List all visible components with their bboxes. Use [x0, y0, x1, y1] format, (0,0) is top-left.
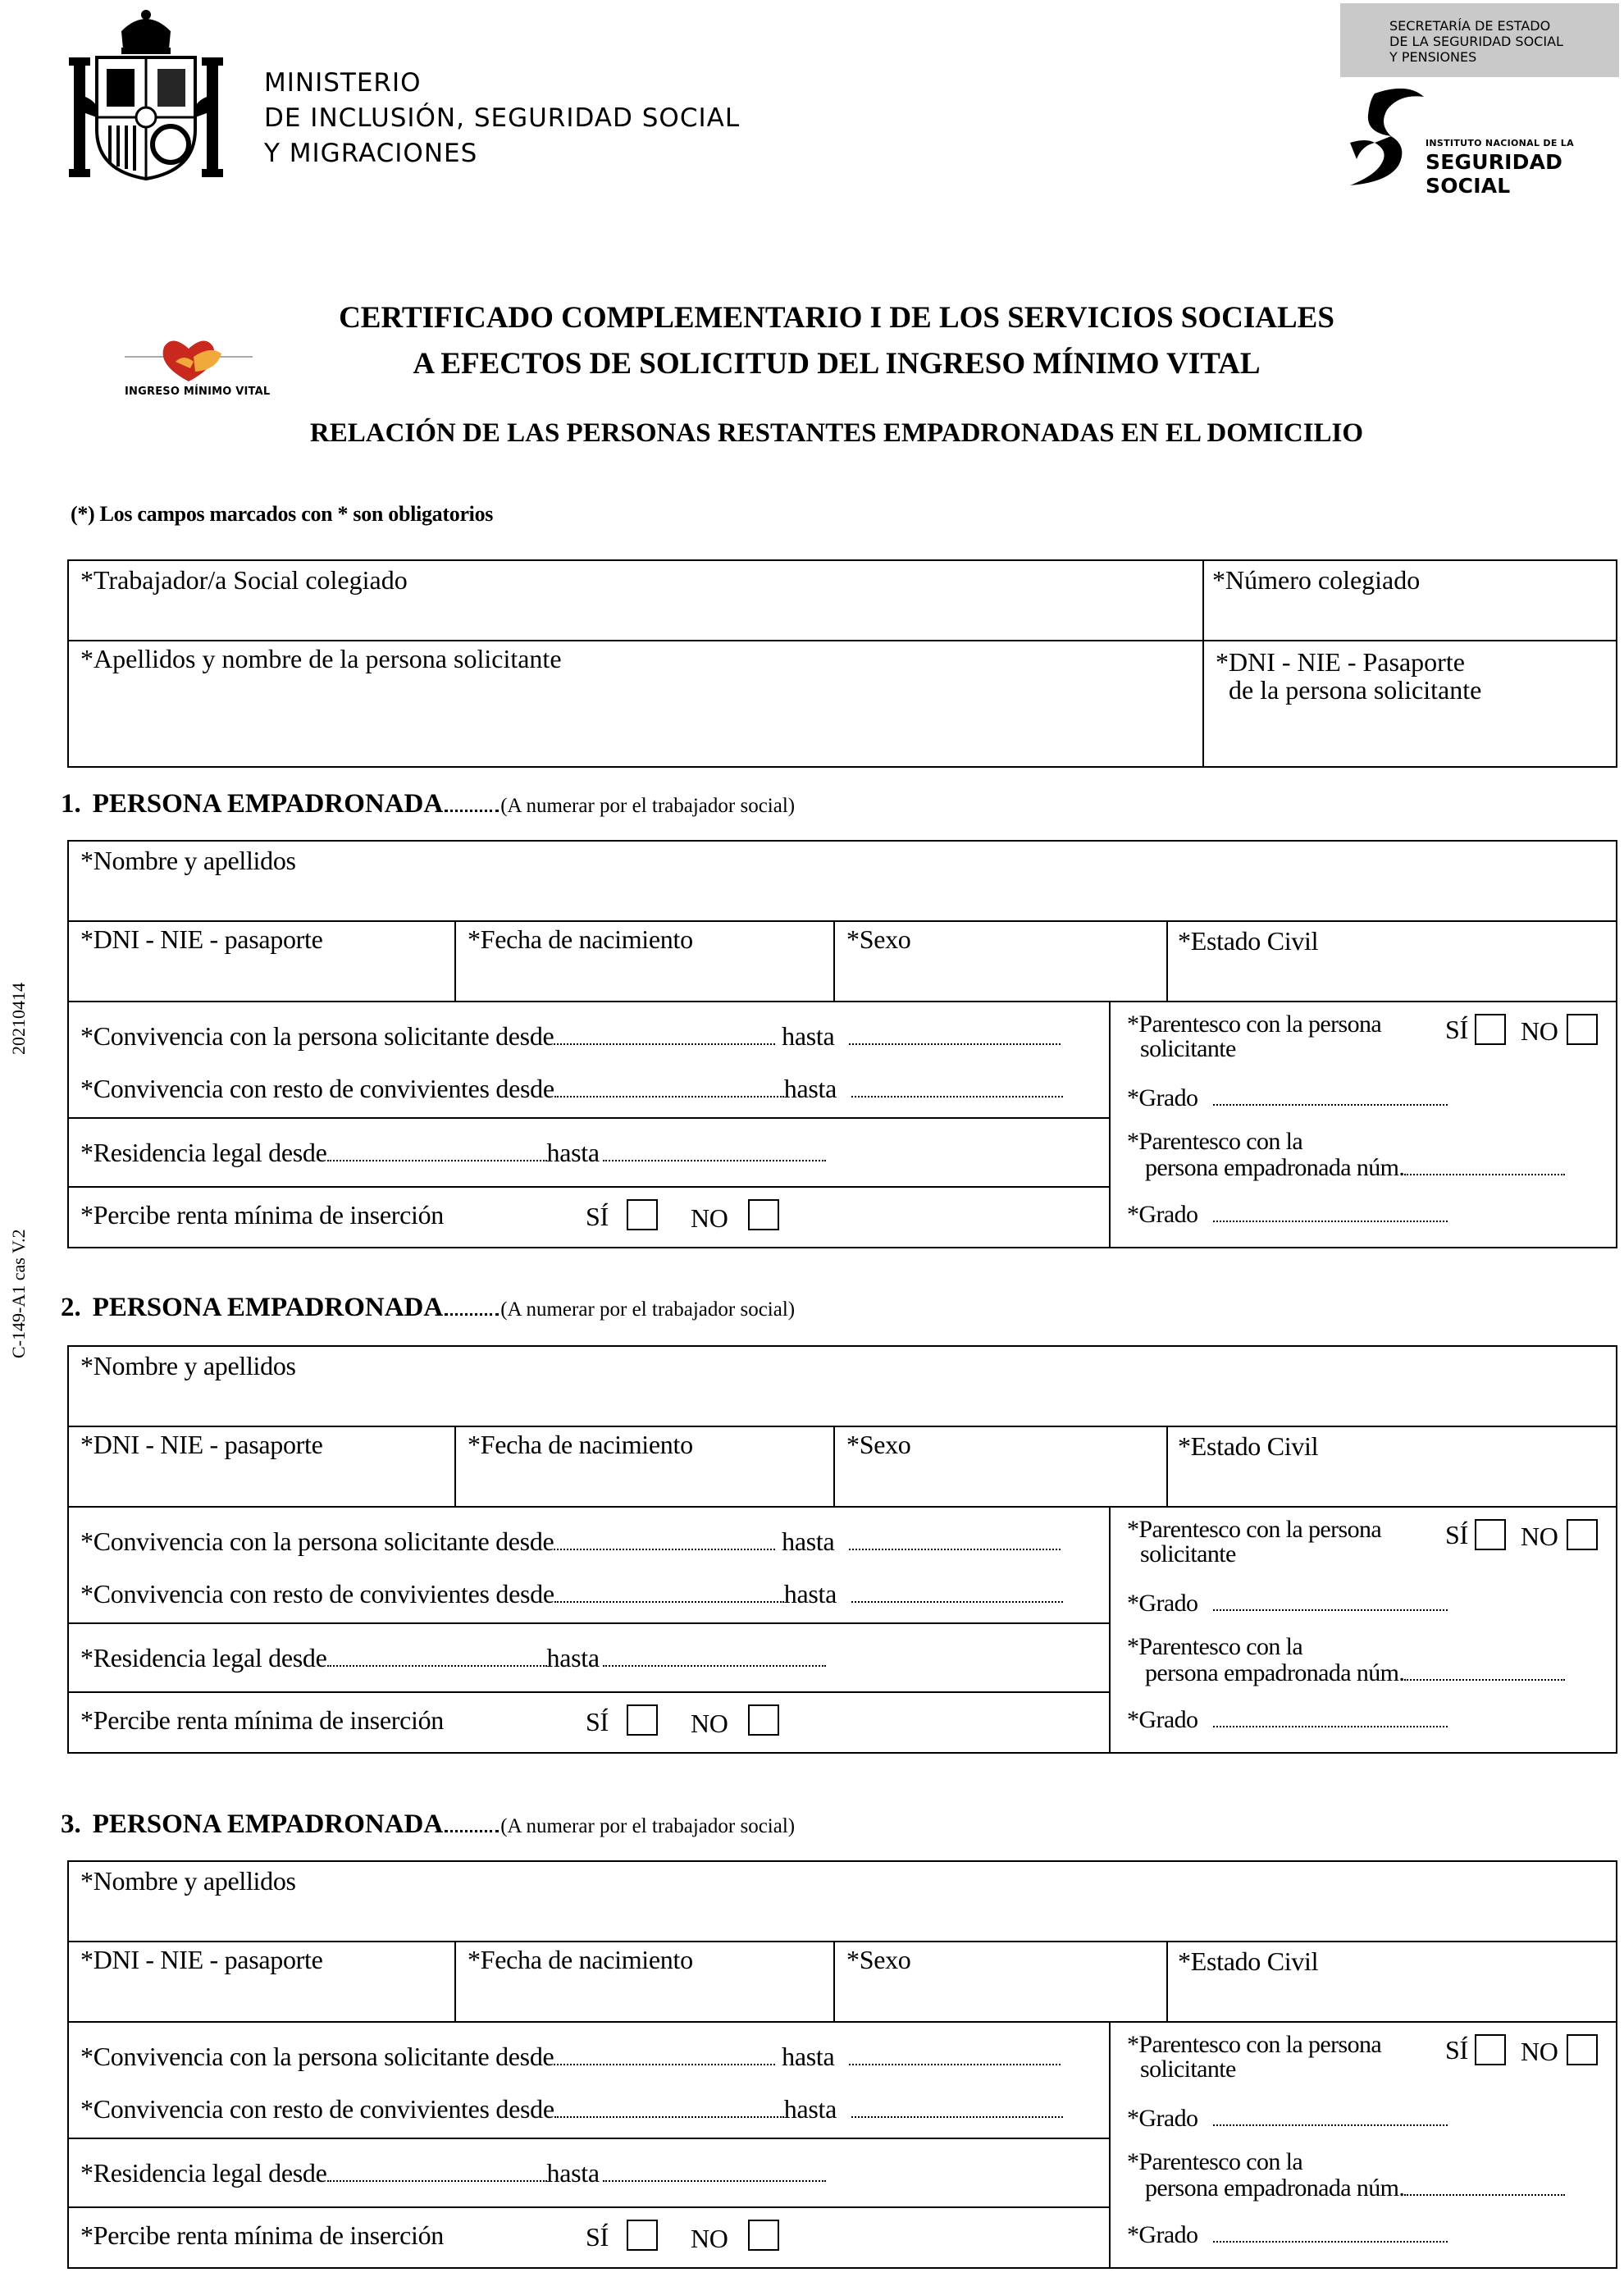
- form-version-code: C-149-A1 cas V.2: [8, 1229, 29, 1358]
- degree-field[interactable]: [1213, 1609, 1448, 1611]
- sex-field[interactable]: *Sexo: [846, 1945, 911, 1974]
- spanish-coat-of-arms-icon: [64, 7, 228, 182]
- income-no-label: NO: [691, 1203, 728, 1233]
- kinship-applicant-line: solicitante: [1140, 1540, 1236, 1567]
- coexist-rest-row: [80, 1580, 1063, 1608]
- section-number: 1.: [61, 789, 81, 819]
- secretariat-line: DE LA SEGURIDAD SOCIAL: [1389, 34, 1563, 49]
- income-yes-label: SÍ: [586, 2222, 609, 2252]
- degree-label: *Grado: [1127, 2221, 1198, 2248]
- section-hint: (A numerar por el trabajador social): [500, 795, 796, 817]
- coexist-rest-until-field[interactable]: [851, 1601, 1063, 1603]
- residence-row: [80, 1138, 826, 1166]
- ministry-line: DE INCLUSIÓN, SEGURIDAD SOCIAL: [264, 103, 741, 133]
- kinship-applicant-line: *Parentesco con la persona: [1127, 1011, 1382, 1038]
- coexist-rest-from-field[interactable]: [554, 1096, 784, 1097]
- required-fields-note: (*) Los campos marcados con * son obligatorios: [71, 502, 494, 526]
- section-heading: [61, 1293, 795, 1323]
- income-no-label: NO: [691, 1709, 728, 1738]
- person-name-field[interactable]: *Nombre y apellidos: [80, 1866, 296, 1896]
- degree-field[interactable]: [1213, 1104, 1448, 1106]
- kinship-applicant-line: *Parentesco con la persona: [1127, 1516, 1382, 1543]
- coexist-rest-label: *Convivencia con resto de convivientes desde: [80, 2094, 554, 2124]
- section-hint: (A numerar por el trabajador social): [500, 1815, 796, 1837]
- income-label: *Percibe renta mínima de inserción: [80, 2220, 444, 2250]
- income-no-checkbox[interactable]: [748, 1704, 779, 1736]
- applicant-id-field[interactable]: [1216, 648, 1481, 704]
- degree-label: *Grado: [1127, 1706, 1198, 1733]
- inss-wordmark: [1426, 138, 1624, 198]
- section-number-field[interactable]: [445, 1313, 499, 1316]
- kinship-applicant-label: [1127, 1012, 1381, 1061]
- inss-small-text: INSTITUTO NACIONAL DE LA: [1426, 138, 1574, 148]
- kinship-person-label: [1127, 1129, 1565, 1181]
- residence-from-field[interactable]: [327, 1665, 547, 1667]
- kinship-person-number-field[interactable]: [1404, 2194, 1565, 2196]
- residence-row: [80, 1644, 826, 1672]
- kinship-applicant-line: *Parentesco con la persona: [1127, 2031, 1382, 2058]
- coexist-applicant-until-field[interactable]: [849, 1549, 1061, 1550]
- coexist-rest-label: *Convivencia con resto de convivientes desde: [80, 1074, 554, 1103]
- degree-label: *Grado: [1127, 2105, 1198, 2132]
- kinship-applicant-label: [1127, 1517, 1381, 1567]
- section-title: PERSONA EMPADRONADA: [92, 1809, 444, 1839]
- applicant-box: [67, 559, 1617, 768]
- degree-field[interactable]: [1213, 2241, 1448, 2243]
- applicant-id-label: *DNI - NIE - Pasaporte: [1216, 647, 1465, 677]
- residence-from-field[interactable]: [327, 1160, 547, 1161]
- civil-status-field[interactable]: *Estado Civil: [1178, 1431, 1319, 1461]
- coexist-applicant-label: *Convivencia con la persona solicitante desde: [80, 1526, 554, 1556]
- until-label: hasta: [783, 2094, 837, 2124]
- income-no-checkbox[interactable]: [748, 1199, 779, 1230]
- kinship-person-text: persona empadronada núm.: [1145, 2174, 1405, 2202]
- coexist-rest-row: [80, 1075, 1063, 1102]
- section-title: PERSONA EMPADRONADA: [92, 1293, 444, 1322]
- degree-row: [1127, 1706, 1448, 1734]
- document-title: [271, 295, 1403, 387]
- degree-row: [1127, 1201, 1448, 1229]
- degree-field[interactable]: [1213, 1221, 1448, 1222]
- residence-label: *Residencia legal desde: [80, 1643, 327, 1672]
- kinship-yes-label: SÍ: [1445, 1520, 1468, 1549]
- coexist-applicant-label: *Convivencia con la persona solicitante desde: [80, 2042, 554, 2071]
- kinship-person-line: [1127, 1155, 1565, 1181]
- degree-label: *Grado: [1127, 1084, 1198, 1111]
- income-no-checkbox[interactable]: [748, 2220, 779, 2251]
- kinship-yes-checkbox[interactable]: [1475, 1519, 1506, 1550]
- sex-field[interactable]: *Sexo: [846, 1430, 911, 1459]
- kinship-no-label: NO: [1521, 2037, 1558, 2066]
- ministry-name: [264, 66, 740, 171]
- income-yes-checkbox[interactable]: [627, 2220, 658, 2251]
- income-yes-checkbox[interactable]: [627, 1704, 658, 1736]
- degree-label: *Grado: [1127, 1201, 1198, 1228]
- kinship-person-line: *Parentesco con la: [1127, 1128, 1303, 1155]
- section-heading: [61, 789, 795, 819]
- birth-date-field[interactable]: *Fecha de nacimiento: [468, 1430, 693, 1459]
- income-no-label: NO: [691, 2224, 728, 2253]
- until-label: hasta: [782, 2042, 835, 2071]
- kinship-applicant-line: solicitante: [1140, 2056, 1236, 2083]
- secretariat-box: [1340, 3, 1619, 77]
- ministry-line: MINISTERIO: [264, 68, 422, 98]
- income-yes-checkbox[interactable]: [627, 1199, 658, 1230]
- social-worker-field[interactable]: *Trabajador/a Social colegiado: [80, 565, 408, 595]
- residence-until-field[interactable]: [603, 1665, 826, 1667]
- kinship-no-checkbox[interactable]: [1567, 1519, 1598, 1550]
- residence-label: *Residencia legal desde: [80, 2158, 327, 2188]
- residence-from-field[interactable]: [327, 2180, 547, 2182]
- kinship-person-label: [1127, 1634, 1565, 1686]
- person-box: [67, 840, 1617, 1248]
- coexist-applicant-row: [80, 2042, 1061, 2070]
- coexist-applicant-until-field[interactable]: [849, 1043, 1061, 1045]
- coexist-applicant-until-field[interactable]: [849, 2064, 1061, 2065]
- kinship-no-label: NO: [1521, 1522, 1558, 1551]
- document-subtitle: RELACIÓN DE LAS PERSONAS RESTANTES EMPADRONADAS EN EL DOMICILIO: [309, 418, 1364, 448]
- until-label: hasta: [783, 1074, 837, 1103]
- kinship-no-checkbox[interactable]: [1567, 1014, 1598, 1045]
- civil-status-field[interactable]: *Estado Civil: [1178, 926, 1319, 956]
- coexist-applicant-row: [80, 1022, 1061, 1050]
- kinship-yes-checkbox[interactable]: [1475, 1014, 1506, 1045]
- civil-status-field[interactable]: *Estado Civil: [1178, 1946, 1319, 1976]
- kinship-no-checkbox[interactable]: [1567, 2034, 1598, 2065]
- coexist-rest-row: [80, 2095, 1063, 2123]
- kinship-yes-label: SÍ: [1445, 1015, 1468, 1044]
- coexist-applicant-from-field[interactable]: [554, 1549, 775, 1550]
- coexist-rest-label: *Convivencia con resto de convivientes desde: [80, 1579, 554, 1609]
- seguridad-social-logo-icon: [1342, 85, 1432, 187]
- until-label: hasta: [546, 1138, 600, 1167]
- section-number: 3.: [61, 1809, 81, 1839]
- residence-label: *Residencia legal desde: [80, 1138, 327, 1167]
- degree-row: [1127, 2221, 1448, 2249]
- degree-field[interactable]: [1213, 2124, 1448, 2126]
- until-label: hasta: [546, 2158, 600, 2188]
- kinship-person-number-field[interactable]: [1404, 1174, 1565, 1175]
- person-name-field[interactable]: *Nombre y apellidos: [80, 1351, 296, 1380]
- degree-row: [1127, 2105, 1448, 2133]
- birth-date-field[interactable]: *Fecha de nacimiento: [468, 1945, 693, 1974]
- kinship-person-line: *Parentesco con la: [1127, 1633, 1303, 1660]
- coexist-rest-from-field[interactable]: [554, 1601, 784, 1603]
- kinship-person-line: *Parentesco con la: [1127, 2148, 1303, 2175]
- inss-big-text: SEGURIDAD SOCIAL: [1426, 150, 1563, 198]
- person-id-field[interactable]: *DNI - NIE - pasaporte: [80, 1945, 323, 1974]
- kinship-applicant-line: solicitante: [1140, 1035, 1236, 1062]
- person-id-field[interactable]: *DNI - NIE - pasaporte: [80, 1430, 323, 1459]
- applicant-id-label: de la persona solicitante: [1229, 675, 1482, 705]
- coexist-applicant-row: [80, 1527, 1061, 1555]
- until-label: hasta: [546, 1643, 600, 1672]
- person-box: [67, 1860, 1617, 2269]
- kinship-person-number-field[interactable]: [1404, 1679, 1565, 1681]
- secretariat-line: SECRETARÍA DE ESTADO: [1389, 18, 1551, 34]
- kinship-person-line: [1127, 1660, 1565, 1686]
- income-yes-label: SÍ: [586, 1202, 609, 1231]
- until-label: hasta: [782, 1021, 835, 1051]
- person-name-field[interactable]: *Nombre y apellidos: [80, 846, 296, 875]
- until-label: hasta: [783, 1579, 837, 1609]
- kinship-person-text: persona empadronada núm.: [1145, 1154, 1405, 1181]
- residence-row: [80, 2159, 826, 2187]
- ministry-line: Y MIGRACIONES: [264, 139, 478, 168]
- section-number-field[interactable]: [445, 1830, 499, 1832]
- coexist-applicant-from-field[interactable]: [554, 1043, 775, 1045]
- title-line: A EFECTOS DE SOLICITUD DEL INGRESO MÍNIMO VITAL: [413, 347, 1261, 381]
- kinship-applicant-label: [1127, 2033, 1381, 2082]
- section-heading: [61, 1809, 795, 1840]
- kinship-no-label: NO: [1521, 1016, 1558, 1046]
- income-yes-label: SÍ: [586, 1707, 609, 1736]
- person-box: [67, 1345, 1617, 1754]
- income-label: *Percibe renta mínima de inserción: [80, 1705, 444, 1735]
- coexist-rest-from-field[interactable]: [554, 2116, 784, 2118]
- kinship-person-text: persona empadronada núm.: [1145, 1659, 1405, 1686]
- section-title: PERSONA EMPADRONADA: [92, 789, 444, 819]
- coexist-applicant-label: *Convivencia con la persona solicitante desde: [80, 1021, 554, 1051]
- title-line: CERTIFICADO COMPLEMENTARIO I DE LOS SERVICIOS SOCIALES: [339, 301, 1334, 335]
- section-hint: (A numerar por el trabajador social): [500, 1298, 796, 1321]
- member-number-field[interactable]: *Número colegiado: [1212, 565, 1421, 595]
- form-date-code: 20210414: [8, 983, 29, 1055]
- coexist-rest-until-field[interactable]: [851, 2116, 1063, 2118]
- degree-field[interactable]: [1213, 1726, 1448, 1727]
- kinship-yes-checkbox[interactable]: [1475, 2034, 1506, 2065]
- section-number: 2.: [61, 1293, 81, 1322]
- sex-field[interactable]: *Sexo: [846, 924, 911, 954]
- income-label: *Percibe renta mínima de inserción: [80, 1200, 444, 1230]
- section-number-field[interactable]: [445, 810, 499, 812]
- birth-date-field[interactable]: *Fecha de nacimiento: [468, 924, 693, 954]
- kinship-yes-label: SÍ: [1445, 2035, 1468, 2065]
- applicant-name-field[interactable]: *Apellidos y nombre de la persona solicitante: [80, 644, 562, 673]
- residence-until-field[interactable]: [603, 2180, 826, 2182]
- person-id-field[interactable]: *DNI - NIE - pasaporte: [80, 924, 323, 954]
- degree-row: [1127, 1084, 1448, 1112]
- degree-label: *Grado: [1127, 1590, 1198, 1617]
- degree-row: [1127, 1590, 1448, 1618]
- secretariat-line: Y PENSIONES: [1389, 49, 1477, 65]
- coexist-applicant-from-field[interactable]: [554, 2064, 775, 2065]
- coexist-rest-until-field[interactable]: [851, 1096, 1063, 1097]
- imv-caption: INGRESO MÍNIMO VITAL: [125, 386, 271, 398]
- kinship-person-line: [1127, 2175, 1565, 2202]
- until-label: hasta: [782, 1526, 835, 1556]
- residence-until-field[interactable]: [603, 1160, 826, 1161]
- kinship-person-label: [1127, 2149, 1565, 2202]
